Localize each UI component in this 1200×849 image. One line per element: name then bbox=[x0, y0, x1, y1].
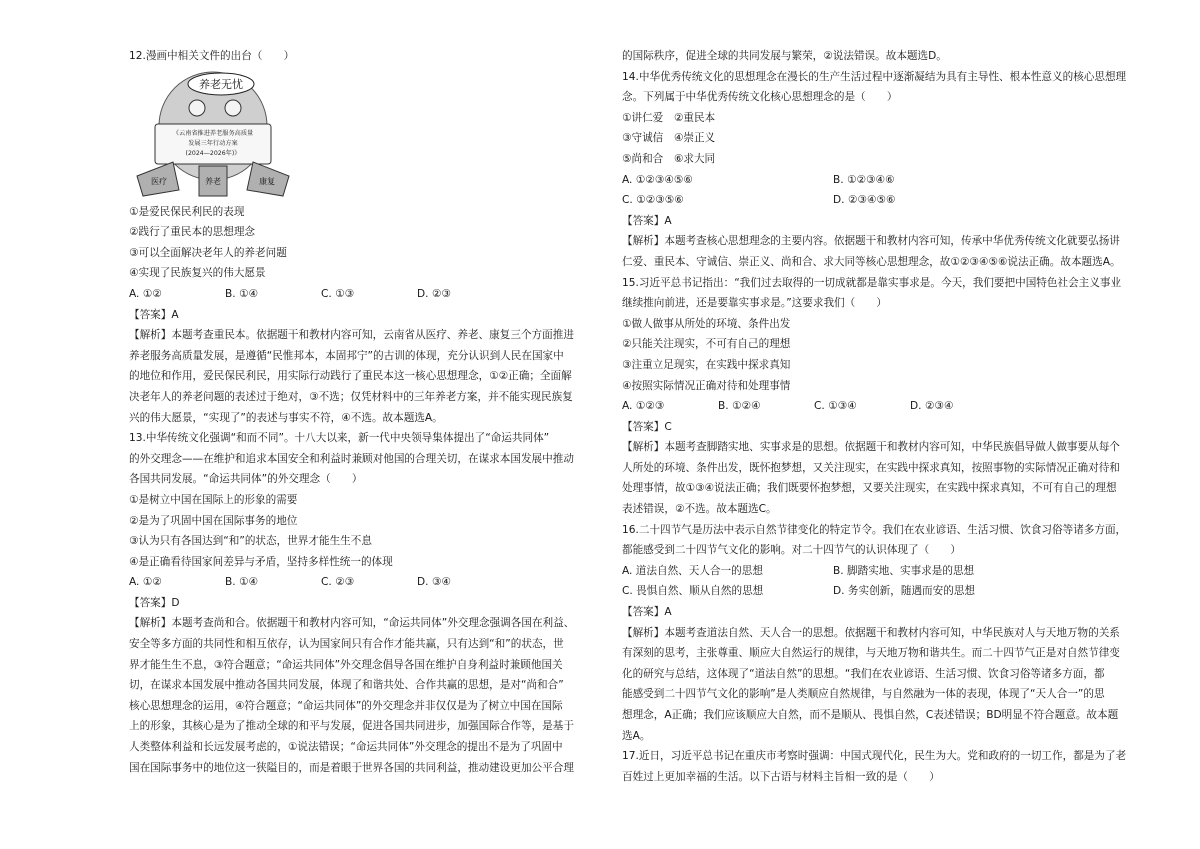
q16-option-c: C. 畏惧自然、顺从自然的思想 bbox=[622, 585, 764, 598]
q15-item: ①做人做事从所处的环境、条件出发 bbox=[622, 317, 791, 330]
q16-analysis-line: 有深刻的思考，主张尊重、顺应大自然运行的规律，与天地万物和谐共生。而二十四节气正是对自然节律变 bbox=[622, 647, 1120, 660]
q13-analysis-line: 【解析】本题考查尚和合。依据题干和教材内容可知，“命运共同体”外交理念强调各国在利益、 bbox=[129, 617, 574, 630]
q14-item: ⑥求大同 bbox=[673, 152, 716, 165]
q13-analysis-line: 国在国际事务中的地位这一狭隘目的，而是着眼于世界各国的共同利益，推动建设更加公平合理 bbox=[129, 761, 574, 774]
q12-item: ②践行了重民本的思想理念 bbox=[129, 226, 256, 239]
hand-label-3: 康复 bbox=[259, 176, 275, 186]
q12-item: ①是爱民保民利民的表现 bbox=[129, 205, 245, 218]
q13-option-d: D. ③④ bbox=[417, 576, 451, 589]
q16-answer: 【答案】A bbox=[622, 606, 672, 619]
q12-analysis-line: 【解析】本题考查重民本。依据题干和教材内容可知，云南省从医疗、养老、康复三个方面推进 bbox=[129, 329, 574, 342]
q16-stem-line: 都能感受到二十四节气文化的影响。对二十四节气的认识体现了（ ） bbox=[622, 544, 961, 557]
q14-item: ③守诚信 bbox=[622, 132, 664, 145]
q12-item: ③可以全面解决老年人的养老问题 bbox=[129, 246, 287, 259]
q15-analysis-line: 人所处的环境、条件出发，既怀抱梦想，又关注现实，在实践中探求真知，按照事物的实际情况正确对待和 bbox=[622, 461, 1120, 474]
q12-analysis-line: 的地位和作用，爱民保民利民，用实际行动践行了重民本这一核心思想理念，①②正确；全面解 bbox=[129, 370, 572, 383]
q14-analysis-line: 仁爱、重民本、守诚信、崇正义、尚和合、求大同等核心思想理念，故①②③④⑤⑥说法正确。故本题选A。 bbox=[622, 255, 1121, 268]
q14-analysis-line: 【解析】本题考查核心思想理念的主要内容。依据题干和教材内容可知，传承中华优秀传统文化就要弘扬讲 bbox=[622, 235, 1120, 248]
q16-analysis-line: 化的研究与总结，这体现了“道法自然”的思想。“我们在农业谚语、生活习惯、饮食习俗等诸多方面，都 bbox=[622, 667, 1105, 680]
q14-item: ①讲仁爱 bbox=[622, 111, 664, 124]
q15-item: ④按照实际情况正确对待和处理事情 bbox=[622, 379, 791, 392]
q14-item: ④崇正义 bbox=[673, 132, 716, 145]
q14-options-row bbox=[622, 170, 1134, 191]
q12-answer: 【答案】A bbox=[129, 308, 179, 321]
q14-answer: 【答案】A bbox=[622, 214, 672, 227]
q15-option-a: A. ①②③ bbox=[622, 400, 665, 413]
q12-option-a: A. ①② bbox=[129, 287, 162, 300]
q14-item-row bbox=[622, 149, 1134, 170]
q16-analysis-line: 【解析】本题考查道法自然、天人合一的思想。依据题干和教材内容可知，中华民族对人与天地万物的关系 bbox=[622, 626, 1120, 639]
q13-analysis-line: 人类整体利益和长远发展考虑的，①说法错误；“命运共同体”外交理念的提出不是为了巩固中 bbox=[129, 741, 563, 754]
q14-option-a: A. ①②③④⑤⑥ bbox=[622, 173, 693, 186]
q12-option-b: B. ①④ bbox=[225, 287, 258, 300]
q16-stem-line: 16.二十四节气是历法中表示自然节律变化的特定节令。我们在农业谚语、生活习惯、饮食习俗等诸多方面， bbox=[622, 523, 1127, 536]
q13-analysis-line: 上的形象，其核心是为了推动全球的和平与发展，促进各国共同进步，加强国际合作等，是基于 bbox=[129, 720, 574, 733]
q12-option-d: D. ②③ bbox=[417, 287, 451, 300]
q13-option-c: C. ②③ bbox=[321, 576, 355, 589]
q14-item-row bbox=[622, 128, 1134, 149]
q13-stem-line: 13.中华传统文化强调“和而不同”。十八大以来，新一代中央领导集体提出了“命运共同体” bbox=[129, 432, 550, 445]
q13-stem-line: 的外交理念——在维护和追求本国安全和利益时兼顾对他国的合理关切，在谋求本国发展中推动 bbox=[129, 452, 574, 465]
q16-option-b: B. 脚踏实地、实事求是的思想 bbox=[833, 564, 975, 577]
q14-option-b: B. ①②③④⑥ bbox=[833, 173, 895, 186]
q14-option-d: D. ②③④⑤⑥ bbox=[833, 194, 896, 207]
q13-item: ③认为只有各国达到“和”的状态，世界才能生生不息 bbox=[129, 535, 372, 548]
q15-analysis-line: 【解析】本题考查脚踏实地、实事求是的思想。依据题干和教材内容可知，中华民族倡导做人做事要从每个 bbox=[622, 441, 1120, 454]
q15-item: ②只能关注现实，不可有自己的理想 bbox=[622, 338, 791, 351]
q12-options bbox=[129, 284, 574, 305]
q17-stem-line: 百姓过上更加幸福的生活。以下古语与材料主旨相一致的是（ ） bbox=[622, 770, 940, 783]
q13-answer: 【答案】D bbox=[129, 596, 180, 609]
q14-item: ②重民本 bbox=[673, 111, 716, 124]
q13-analysis-line: 界才能生生不息，③符合题意；“命运共同体”外交理念倡导各国在维护自身利益时兼顾他国关 bbox=[129, 658, 563, 671]
q12-analysis-line: 养老服务高质量发展，是遵循“民惟邦本，本固邦宁”的古训的体现，充分认识到人民在国家中 bbox=[129, 349, 564, 362]
q16-analysis-line: 能感受到二十四节气文化的影响”是人类顺应自然规律，与自然融为一体的表现，体现了“天人合一”的思 bbox=[622, 688, 1105, 701]
q15-analysis-line: 处理事情，故①③④说法正确；我们既要怀抱梦想，又要关注现实，在实践中探求真知，不可有自己的理想 bbox=[622, 482, 1117, 495]
q14-item-row bbox=[622, 108, 1134, 129]
q14-options-row bbox=[622, 190, 1134, 211]
q13-option-a: A. ①② bbox=[129, 576, 162, 589]
q13-item: ④是正确看待国家间差异与矛盾，坚持多样性统一的体现 bbox=[129, 555, 393, 568]
right-column bbox=[622, 46, 1134, 787]
q13-option-b: B. ①④ bbox=[225, 576, 258, 589]
q16-option-d: D. 务实创新，随遇而安的思想 bbox=[833, 585, 976, 598]
q15-stem-line: 继续推向前进，还是要靠实事求是。”这要求我们（ ） bbox=[622, 297, 888, 310]
document-title-line-2: 发展三年行动方案 bbox=[188, 139, 238, 147]
q13-analysis-line: 核心思想理念的运用，④符合题意；“命运共同体”的外交理念并非仅仅是为了树立中国在国际 bbox=[129, 699, 563, 712]
q15-options bbox=[622, 396, 1134, 417]
q12-analysis-line: 兴的伟大愿景，“实现了”的表述与事实不符，④不选。故本题选A。 bbox=[129, 411, 443, 424]
q13-options bbox=[129, 572, 574, 593]
q13-analysis-line: 安全等多方面的共同性和相互依存，认为国家间只有合作才能共赢，只有达到“和”的状态，世 bbox=[129, 638, 564, 651]
q12-stem: 12.漫画中相关文件的出台（ ） bbox=[129, 50, 295, 62]
q15-option-d: D. ②③④ bbox=[910, 400, 954, 413]
q14-item: ⑤尚和合 bbox=[622, 152, 664, 165]
q13-analysis-continued: 的国际秩序，促进全球的共同发展与繁荣，②说法错误。故本题选D。 bbox=[622, 50, 947, 62]
q12-option-c: C. ①③ bbox=[321, 287, 355, 300]
speech-bubble-text: 养老无忧 bbox=[199, 77, 243, 91]
q15-analysis-line: 表述错误，②不选。故本题选C。 bbox=[622, 503, 777, 516]
q13-analysis-line: 切，在谋求本国发展中推动各国共同发展，体现了和谐共处、合作共赢的思想，是对“尚和合” bbox=[129, 679, 564, 692]
q12-analysis-line: 决老年人的养老问题的表述过于绝对，③不选；仅凭材料中的三年养老方案，并不能实现民族复 bbox=[129, 390, 573, 403]
document-title-line-1: 《云南省推进养老服务高质量 bbox=[172, 129, 254, 137]
q12-item: ④实现了民族复兴的伟大愿景 bbox=[129, 267, 266, 280]
q14-stem-line: 念。下列属于中华优秀传统文化核心思想理念的是（ ） bbox=[622, 91, 898, 104]
elderly-care-cartoon bbox=[129, 70, 297, 198]
q16-options-row bbox=[622, 581, 1134, 602]
q15-option-b: B. ①②④ bbox=[718, 400, 761, 413]
q14-option-c: C. ①②③⑤⑥ bbox=[622, 194, 684, 207]
q14-stem-line: 14.中华优秀传统文化的思想理念在漫长的生产生活过程中逐渐凝结为具有主导性、根本性意义的核心思想理 bbox=[622, 70, 1127, 83]
q16-option-a: A. 道法自然、天人合一的思想 bbox=[622, 564, 763, 577]
hand-label-2: 养老 bbox=[205, 176, 221, 186]
q13-item: ②是为了巩固中国在国际事务的地位 bbox=[129, 514, 298, 527]
q16-analysis-line: 选A。 bbox=[622, 729, 651, 742]
q15-stem-line: 15.习近平总书记指出：“我们过去取得的一切成就都是靠实事求是。今天，我们要把中国特色社会主义事业 bbox=[622, 276, 1122, 289]
q16-analysis-line: 想理念，A正确；我们应该顺应大自然，而不是顺从、畏惧自然，C表述错误；BD明显不符合题意。故本题 bbox=[622, 709, 1119, 721]
q15-option-c: C. ①③④ bbox=[814, 400, 857, 413]
document-title-line-3: (2024—2026年)》 bbox=[185, 149, 241, 157]
hand-label-1: 医疗 bbox=[151, 176, 167, 186]
q13-item: ①是树立中国在国际上的形象的需要 bbox=[129, 493, 298, 506]
q13-stem-line: 各国共同发展。“命运共同体”的外交理念（ ） bbox=[129, 473, 363, 486]
q17-stem-line: 17.近日，习近平总书记在重庆市考察时强调：中国式现代化，民生为大。党和政府的一切工作，都是为了老 bbox=[622, 750, 1127, 763]
q15-answer: 【答案】C bbox=[622, 420, 672, 433]
q16-options-row bbox=[622, 561, 1134, 582]
left-column bbox=[129, 46, 574, 778]
q15-item: ③注重立足现实，在实践中探求真知 bbox=[622, 358, 791, 371]
